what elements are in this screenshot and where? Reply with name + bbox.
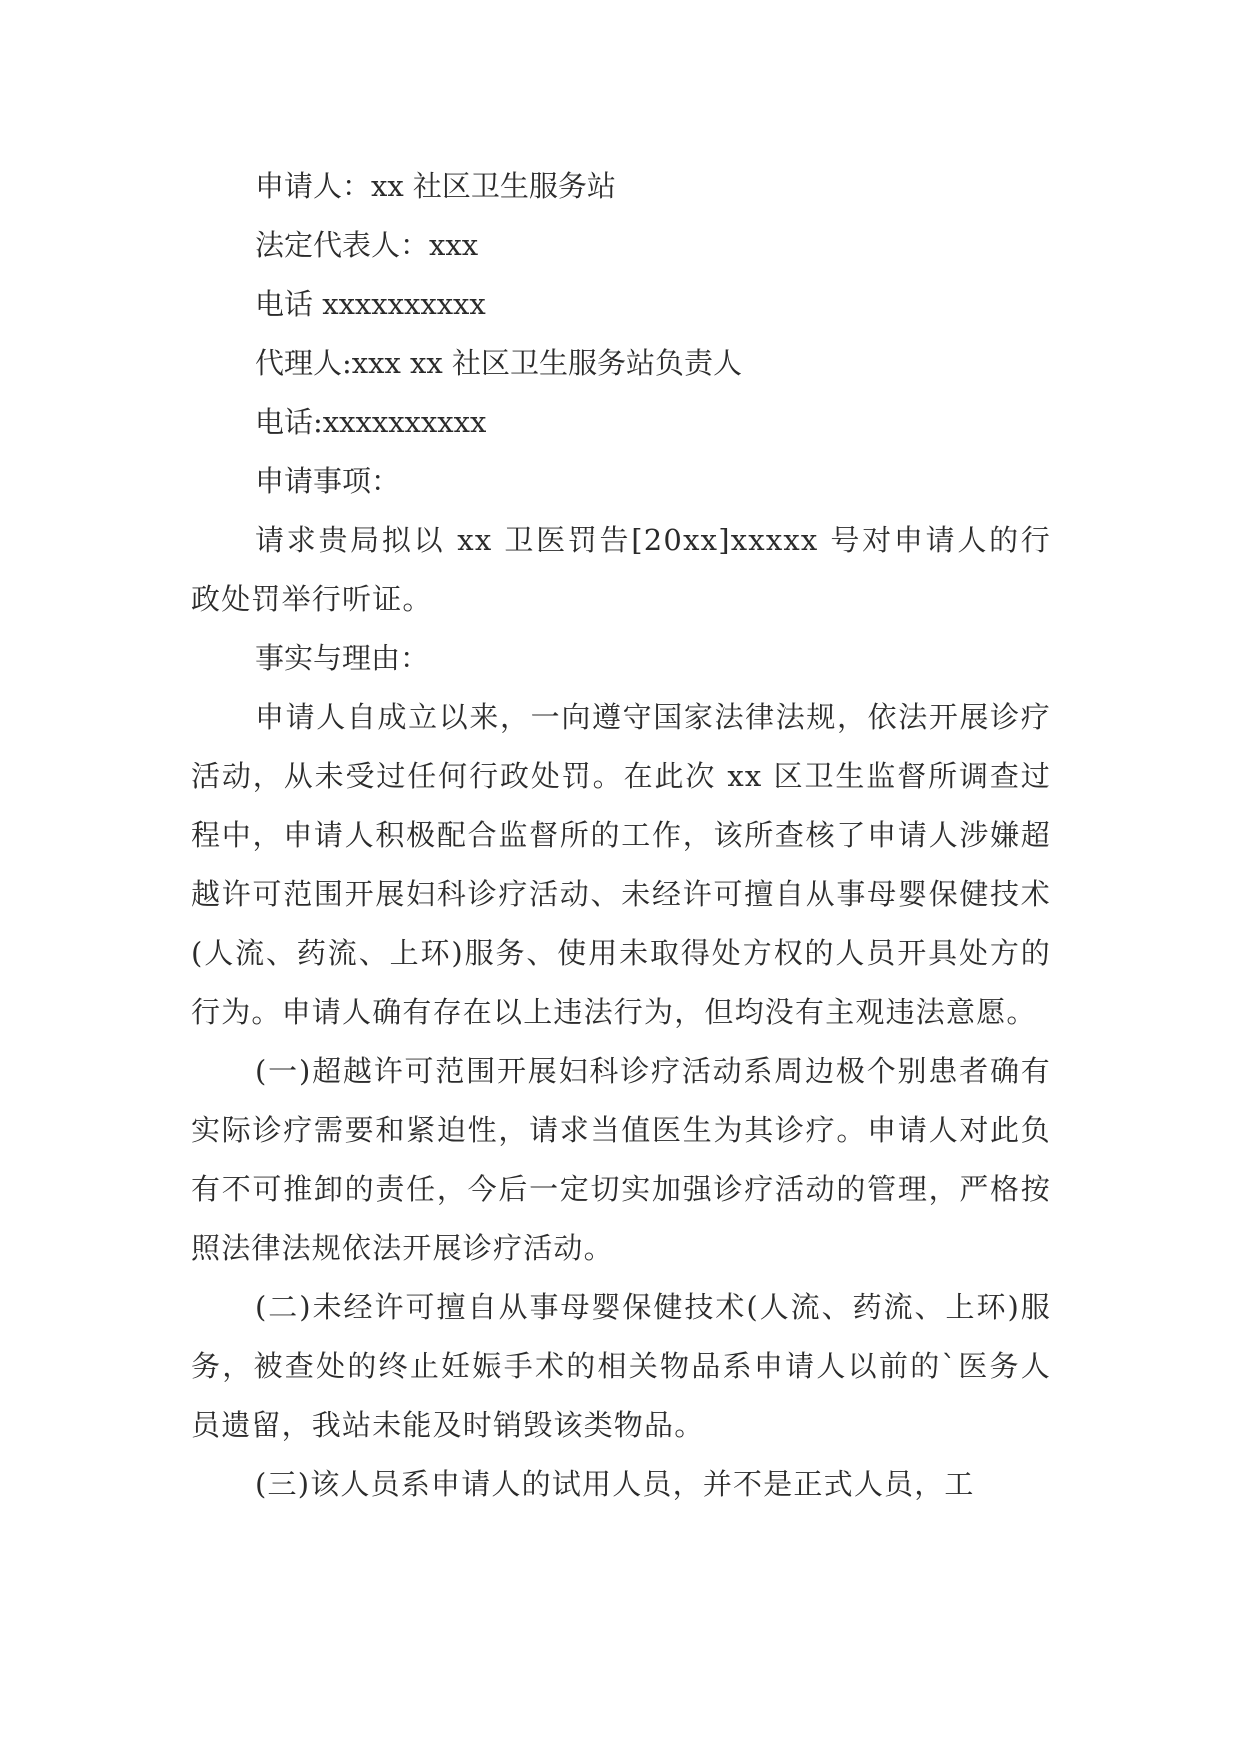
legal-representative-line: 法定代表人：xxx: [255, 228, 479, 262]
agent-line: 代理人:xxx xx 社区卫生服务站负责人: [255, 346, 742, 380]
applicant-line: 申请人：xx 社区卫生服务站: [255, 169, 616, 203]
agent-phone-line: 电话:xxxxxxxxxx: [255, 405, 487, 439]
point-2-paragraph: (二)未经许可擅自从事母婴保健技术(人流、药流、上环)服务，被查处的终止妊娠手术的相关物品系申请人以前的`医务人员遗留，我站未能及时销毁该类物品。: [191, 1290, 1051, 1442]
facts-paragraph: 申请人自成立以来，一向遵守国家法律法规，依法开展诊疗活动，从未受过任何行政处罚。在此次 xx 区卫生监督所调查过程中，申请人积极配合监督所的工作，该所查核了申请人涉嫌超越许可范围开展妇科诊疗活动、未经许可擅自从事母婴保健技术(人流、药流、上环)服务、使用未取得处方权的人员开具处方的行为。申请人确有存在以上违法行为，但均没有主观违法意愿。: [191, 700, 1051, 1029]
request-paragraph: 请求贵局拟以 xx 卫医罚告[20xx]xxxxx 号对申请人的行政处罚举行听证。: [191, 523, 1051, 616]
facts-heading: 事实与理由：: [255, 641, 430, 675]
document-body: [191, 157, 1051, 1514]
point-3-paragraph: (三)该人员系申请人的试用人员，并不是正式人员，工: [255, 1467, 975, 1501]
point-1-paragraph: (一)超越许可范围开展妇科诊疗活动系周边极个别患者确有实际诊疗需要和紧迫性，请求当值医生为其诊疗。申请人对此负有不可推卸的责任，今后一定切实加强诊疗活动的管理，严格按照法律法规依法开展诊疗活动。: [191, 1054, 1051, 1265]
phone-line: 电话 xxxxxxxxxx: [255, 287, 486, 321]
request-heading: 申请事项：: [255, 464, 401, 498]
